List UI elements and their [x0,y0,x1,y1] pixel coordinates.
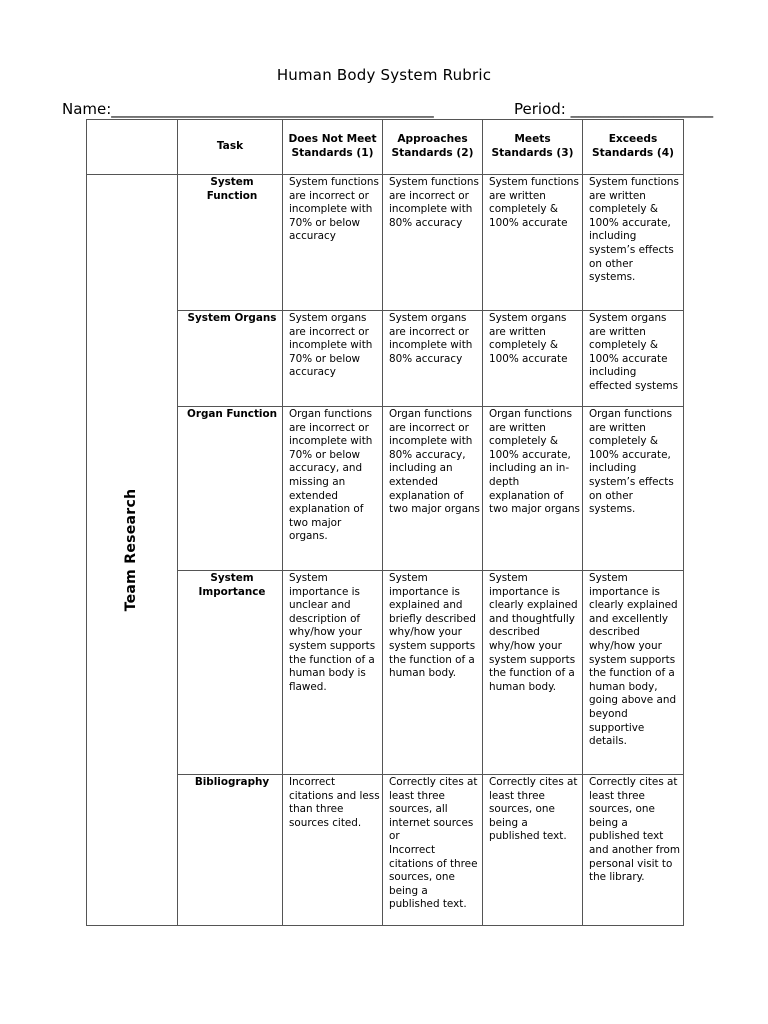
task-label: Bibliography [178,775,283,926]
criteria-cell: Organ functions are written completely & 100% accurate, including system’s effects on other systems. [583,407,684,571]
rubric-table [86,119,684,926]
criteria-cell: Organ functions are incorrect or incomplete with 80% accuracy, including an extended explanation of two major organs [383,407,483,571]
header-approaches: Approaches Standards (2) [383,120,483,175]
table-row [87,175,684,311]
period-field: Period: ___________________ [514,100,714,118]
criteria-cell: System organs are incorrect or incomplete with 70% or below accuracy [283,311,383,407]
header-meets: Meets Standards (3) [483,120,583,175]
criteria-cell: System importance is clearly explained and excellently described why/how your system supports the function of a human body, going above and beyond supportive details. [583,571,684,775]
criteria-cell: System functions are incorrect or incomplete with 80% accuracy [383,175,483,311]
criteria-cell: System organs are written completely & 100% accurate including effected systems [583,311,684,407]
header-does-not-meet: Does Not Meet Standards (1) [283,120,383,175]
header-exceeds: Exceeds Standards (4) [583,120,684,175]
criteria-cell: System functions are written completely & 100% accurate [483,175,583,311]
criteria-cell: Organ functions are written completely & 100% accurate, including an in-depth explanation of two major organs [483,407,583,571]
task-label: System Function [178,175,283,311]
criteria-cell: System organs are incorrect or incomplete with 80% accuracy [383,311,483,407]
criteria-cell: System functions are written completely & 100% accurate, including system’s effects on other systems. [583,175,684,311]
name-field: Name:___________________________________________ [62,100,434,118]
criteria-cell: Organ functions are incorrect or incomplete with 70% or below accuracy, and missing an extended explanation of two major organs. [283,407,383,571]
header-task: Task [178,120,283,175]
category-label: Team Research [123,488,140,612]
criteria-cell: System importance is unclear and description of why/how your system supports the function of a human body is flawed. [283,571,383,775]
document-title: Human Body System Rubric [276,66,492,84]
category-cell [87,175,178,926]
criteria-cell: System organs are written completely & 100% accurate [483,311,583,407]
criteria-cell: Correctly cites at least three sources, one being a published text and another from personal visit to the library. [583,775,684,926]
criteria-cell: Incorrect citations and less than three sources cited. [283,775,383,926]
criteria-cell: System importance is explained and briefly described why/how your system supports the function of a human body. [383,571,483,775]
criteria-cell: System functions are incorrect or incomplete with 70% or below accuracy [283,175,383,311]
criteria-cell: Correctly cites at least three sources, one being a published text. [483,775,583,926]
task-label: Organ Function [178,407,283,571]
header-blank [87,120,178,175]
task-label: System Importance [178,571,283,775]
header-row [87,120,684,175]
criteria-cell: Correctly cites at least three sources, all internet sources or Incorrect citations of three sources, one being a published text. [383,775,483,926]
task-label: System Organs [178,311,283,407]
criteria-cell: System importance is clearly explained and thoughtfully described why/how your system supports the function of a human body. [483,571,583,775]
